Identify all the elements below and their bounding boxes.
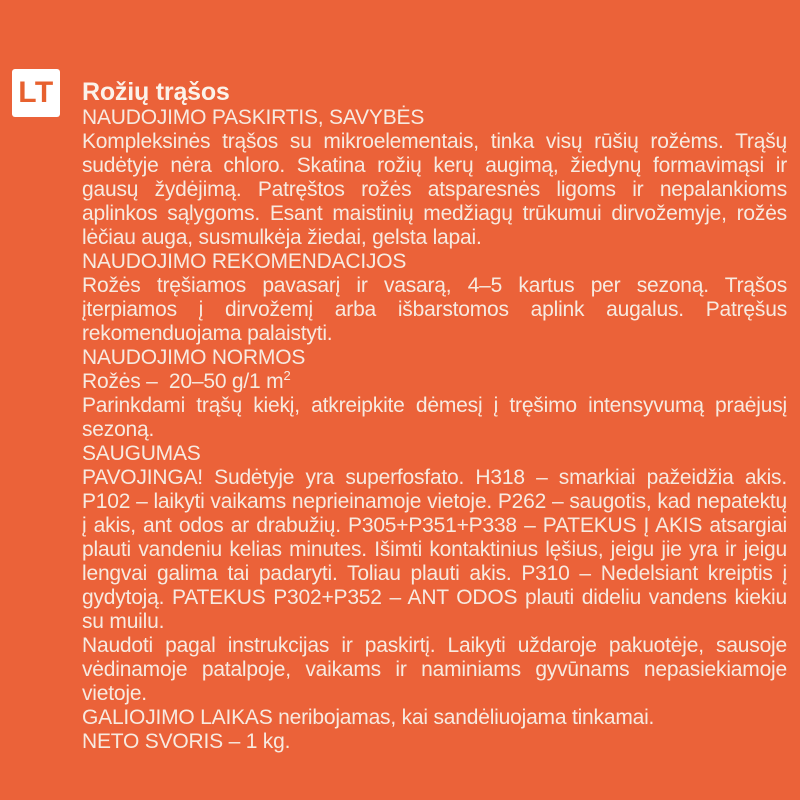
dosage-text: Rožės – 20–50 g/1 m bbox=[82, 370, 284, 393]
section-heading-recommendations: NAUDOJIMO REKOMENDACIJOS bbox=[82, 250, 407, 273]
section-heading-safety: SAUGUMAS bbox=[82, 442, 201, 465]
language-badge bbox=[12, 69, 60, 117]
dosage-line bbox=[82, 370, 787, 394]
net-weight-line: NETO SVORIS – 1 kg. bbox=[82, 730, 291, 753]
safety-paragraph: PAVOJINGA! Sudėtyje yra superfosfato. H318 – smarkiai pažeidžia akis. P102 – laikyti vaikams neprieinamoje vietoje. P262 – saugotis, kad nepatektų į akis, ant odos ar drabužių. P305+P351+P338 – PATEKUS Į AKIS atsargiai plauti vandeniu kelias minutes. Išimti kontaktinius lęšius, jeigu jie yra ir jeigu lengvai galima tai padaryti. Toliau plauti akis. P310 – Nedelsiant kreiptis į gydytoją. PATEKUS P302+P352 – ANT ODOS plauti dideliu vandens kiekiu su muilu. bbox=[82, 466, 787, 633]
rates-note-paragraph: Parinkdami trąšų kiekį, atkreipkite dėmesį į tręšimo intensyvumą praėjusį sezoną. bbox=[82, 394, 787, 441]
recommendations-paragraph: Rožės tręšiamos pavasarį ir vasarą, 4–5 kartus per sezoną. Trąšos įterpiamos į dirvožemį arba išbarstomos aplink augalus. Patręšus rekomenduojama palaistyti. bbox=[82, 274, 787, 345]
label-content bbox=[82, 79, 787, 754]
dosage-superscript: 2 bbox=[283, 368, 291, 383]
product-title: Rožių trąšos bbox=[82, 78, 230, 106]
section-heading-purpose: NAUDOJIMO PASKIRTIS, SAVYBĖS bbox=[82, 106, 425, 129]
storage-paragraph: Naudoti pagal instrukcijas ir paskirtį. Laikyti uždaroje pakuotėje, sausoje vėdinamoje patalpoje, vaikams ir naminiams gyvūnams nepasiekiamoje vietoje. bbox=[82, 634, 787, 705]
language-badge-text: LT bbox=[18, 76, 54, 109]
purpose-paragraph: Kompleksinės trąšos su mikroelementais, tinka visų rūšių rožėms. Trąšų sudėtyje nėra chloro. Skatina rožių kerų augimą, žiedynų formavimąsi ir gausų žydėjimą. Patręštos rožės atsparesnės ligoms ir nepalankioms aplinkos sąlygoms. Esant maistinių medžiagų trūkumui dirvožemyje, rožės lėčiau auga, susmulkėja žiedai, gelsta lapai. bbox=[82, 130, 787, 249]
shelf-life-line: GALIOJIMO LAIKAS neribojamas, kai sandėliuojama tinkamai. bbox=[82, 706, 655, 729]
section-heading-rates: NAUDOJIMO NORMOS bbox=[82, 346, 306, 369]
